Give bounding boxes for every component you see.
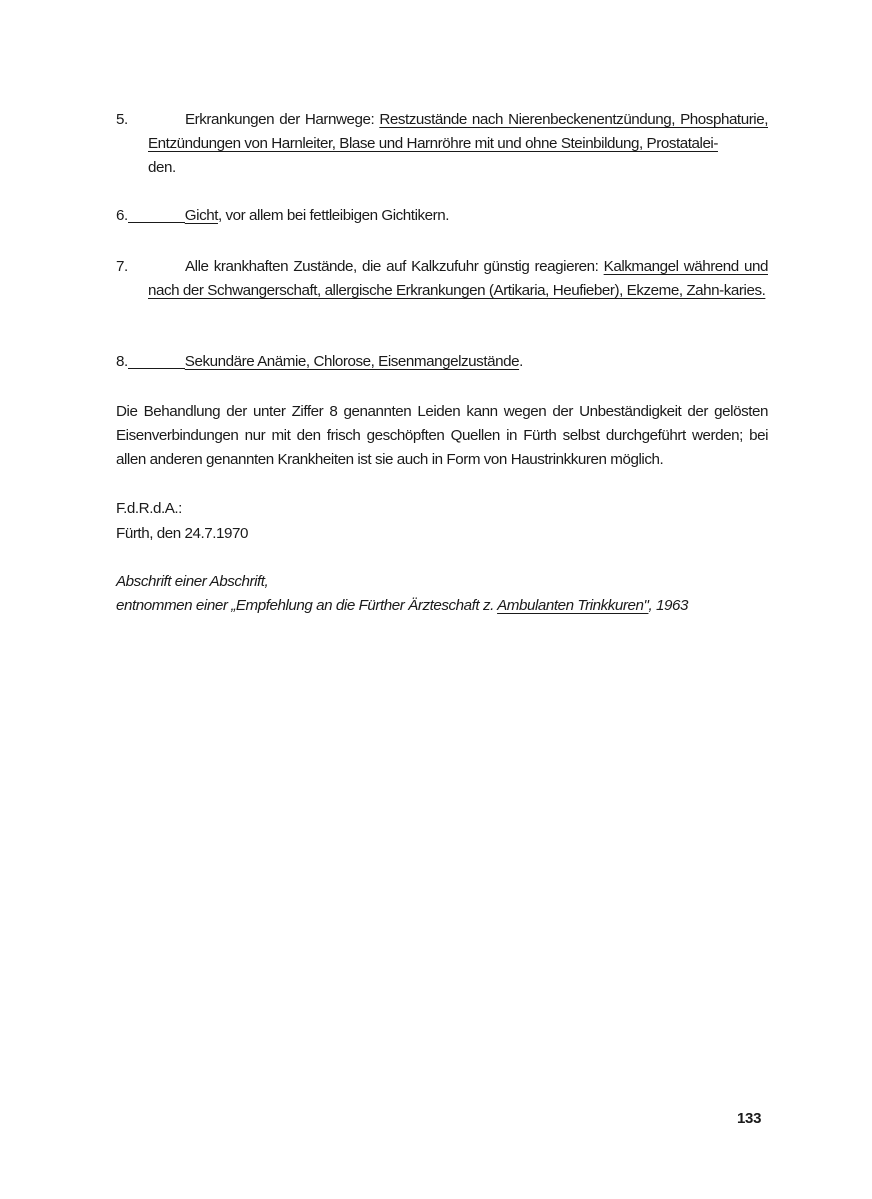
item-line: [116, 350, 523, 374]
item-number: 7.: [116, 258, 128, 275]
signature-line-1: F.d.R.d.A.:: [116, 500, 182, 517]
source-line-1: Abschrift einer Abschrift,: [116, 573, 269, 590]
item-rest: .: [519, 353, 523, 370]
signature-line-2: Fürth, den 24.7.1970: [116, 525, 249, 542]
source-line-2: [116, 594, 688, 618]
underline-rule: [128, 222, 185, 223]
item-underlined-text: Kalkmangel während und nach der Schwangerschaft, allergische Erkrankungen (Artikaria, Heufieber), Ekzeme, Zahn-karies.: [148, 258, 768, 299]
item-number: 8.: [116, 353, 128, 370]
page-number: 133: [737, 1110, 762, 1127]
item-underlined-text: Sekundäre Anämie, Chlorose, Eisenmangelzustände: [184, 353, 520, 370]
underline-rule: [128, 368, 185, 369]
item-tail: den.: [148, 159, 176, 176]
item-rest: , vor allem bei fettleibigen Gichtikern.: [217, 207, 450, 224]
item-line: [116, 204, 449, 228]
source-underlined: Ambulanten Trinkkuren": [497, 597, 649, 614]
list-item-5: [116, 108, 768, 180]
item-lead: Alle krankhaften Zustände, die auf Kalkzufuhr günstig reagieren:: [185, 258, 604, 275]
item-text: [148, 108, 768, 180]
item-number: 5.: [116, 111, 128, 128]
item-text: [148, 255, 768, 303]
item-number: 6.: [116, 207, 128, 224]
source-post: , 1963: [648, 597, 688, 614]
body-paragraph: Die Behandlung der unter Ziffer 8 genannten Leiden kann wegen der Unbeständigkeit der gelösten Eisenverbindungen nur mit den frisch geschöpften Quellen in Fürth selbst durchgeführt werden; bei allen anderen genannten Krankheiten ist sie auch in Form von Haustrinkkuren möglich.: [116, 403, 768, 468]
source-pre: entnommen einer „Empfehlung an die Fürther Ärzteschaft z.: [116, 597, 498, 614]
item-underlined-text: Gicht: [184, 207, 218, 224]
item-lead: Erkrankungen der Harnwege:: [185, 111, 380, 128]
item-underlined-text: Restzustände nach Nierenbeckenentzündung, Phosphaturie, Entzündungen von Harnleiter, Blase und Harnröhre mit und ohne Steinbildung, Prostatalei-: [148, 111, 768, 152]
list-item-7: [116, 255, 768, 303]
